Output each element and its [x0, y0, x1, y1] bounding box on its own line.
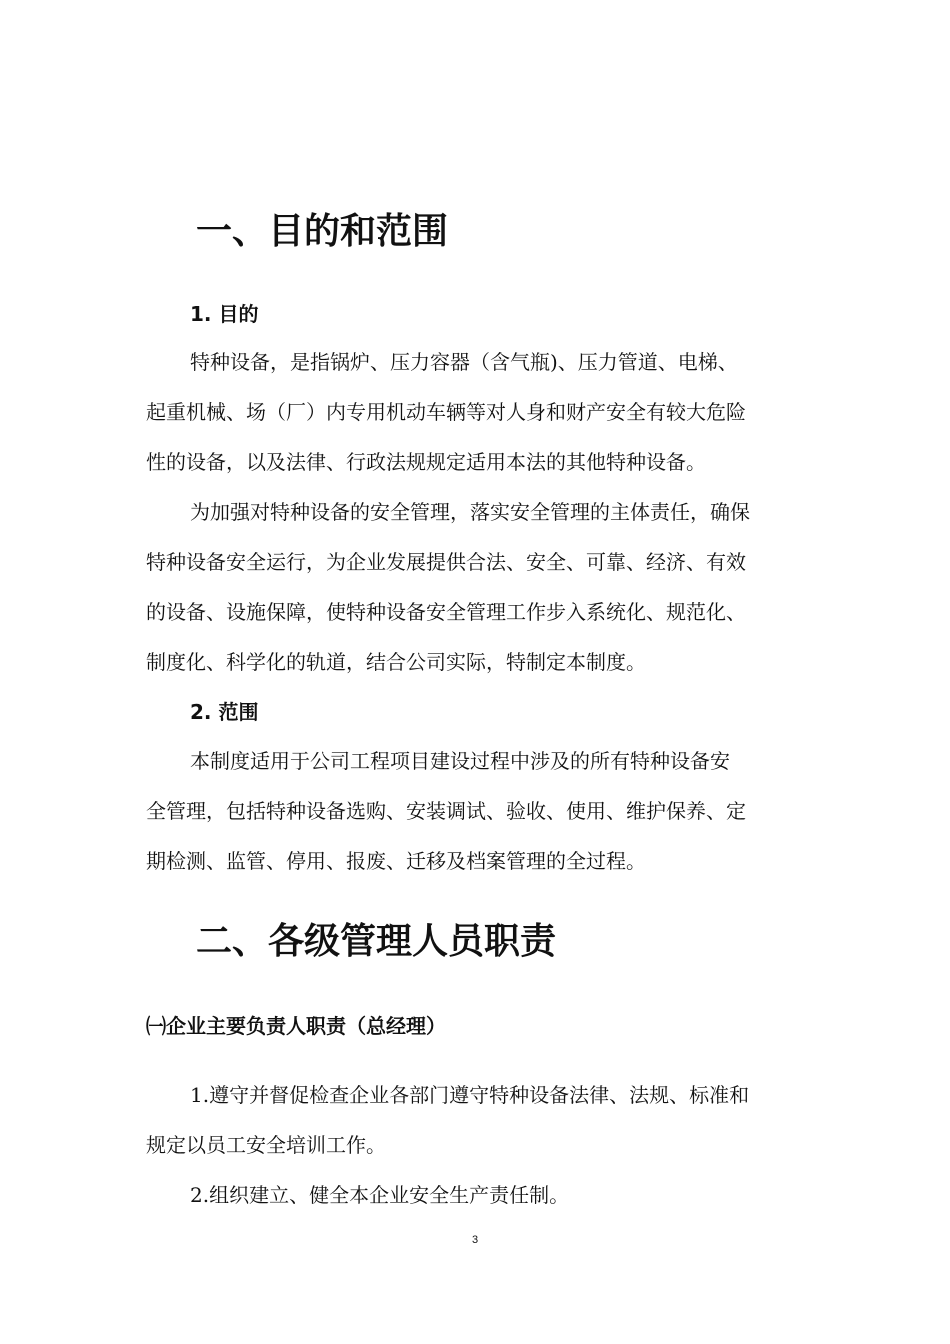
text-line: 性的设备，以及法律、行政法规规定适用本法的其他特种设备。 — [146, 450, 706, 474]
list-item: 2.组织建立、健全本企业安全生产责任制。 — [190, 1183, 570, 1207]
text-line: 为加强对特种设备的安全管理，落实安全管理的主体责任，确保 — [190, 500, 750, 524]
text-line: 的设备、设施保障，使特种设备安全管理工作步入系统化、规范化、 — [146, 600, 746, 624]
subheading-purpose: 1. 目的 — [190, 302, 259, 326]
subheading-scope: 2. 范围 — [190, 700, 259, 724]
text-line: 起重机械、场（厂）内专用机动车辆等对人身和财产安全有较大危险 — [146, 400, 746, 424]
text-line: 全管理，包括特种设备选购、安装调试、验收、使用、维护保养、定 — [146, 799, 746, 823]
text-line: 特种设备，是指锅炉、压力容器（含气瓶)、压力管道、电梯、 — [190, 350, 738, 374]
text-line: 本制度适用于公司工程项目建设过程中涉及的所有特种设备安 — [190, 749, 730, 773]
text-line: 制度化、科学化的轨道，结合公司实际，特制定本制度。 — [146, 650, 646, 674]
section-1-heading: 一、目的和范围 — [196, 211, 449, 252]
section-2-heading: 二、各级管理人员职责 — [196, 921, 557, 962]
text-line: 特种设备安全运行，为企业发展提供合法、安全、可靠、经济、有效 — [146, 550, 746, 574]
page-number: 3 — [471, 1234, 479, 1246]
subheading-general-manager: ㈠企业主要负责人职责（总经理） — [146, 1014, 446, 1038]
text-line: 期检测、监管、停用、报废、迁移及档案管理的全过程。 — [146, 849, 646, 873]
text-line: 1.遵守并督促检查企业各部门遵守特种设备法律、法规、标准和 — [190, 1083, 750, 1107]
text-line: 规定以员工安全培训工作。 — [146, 1133, 386, 1157]
